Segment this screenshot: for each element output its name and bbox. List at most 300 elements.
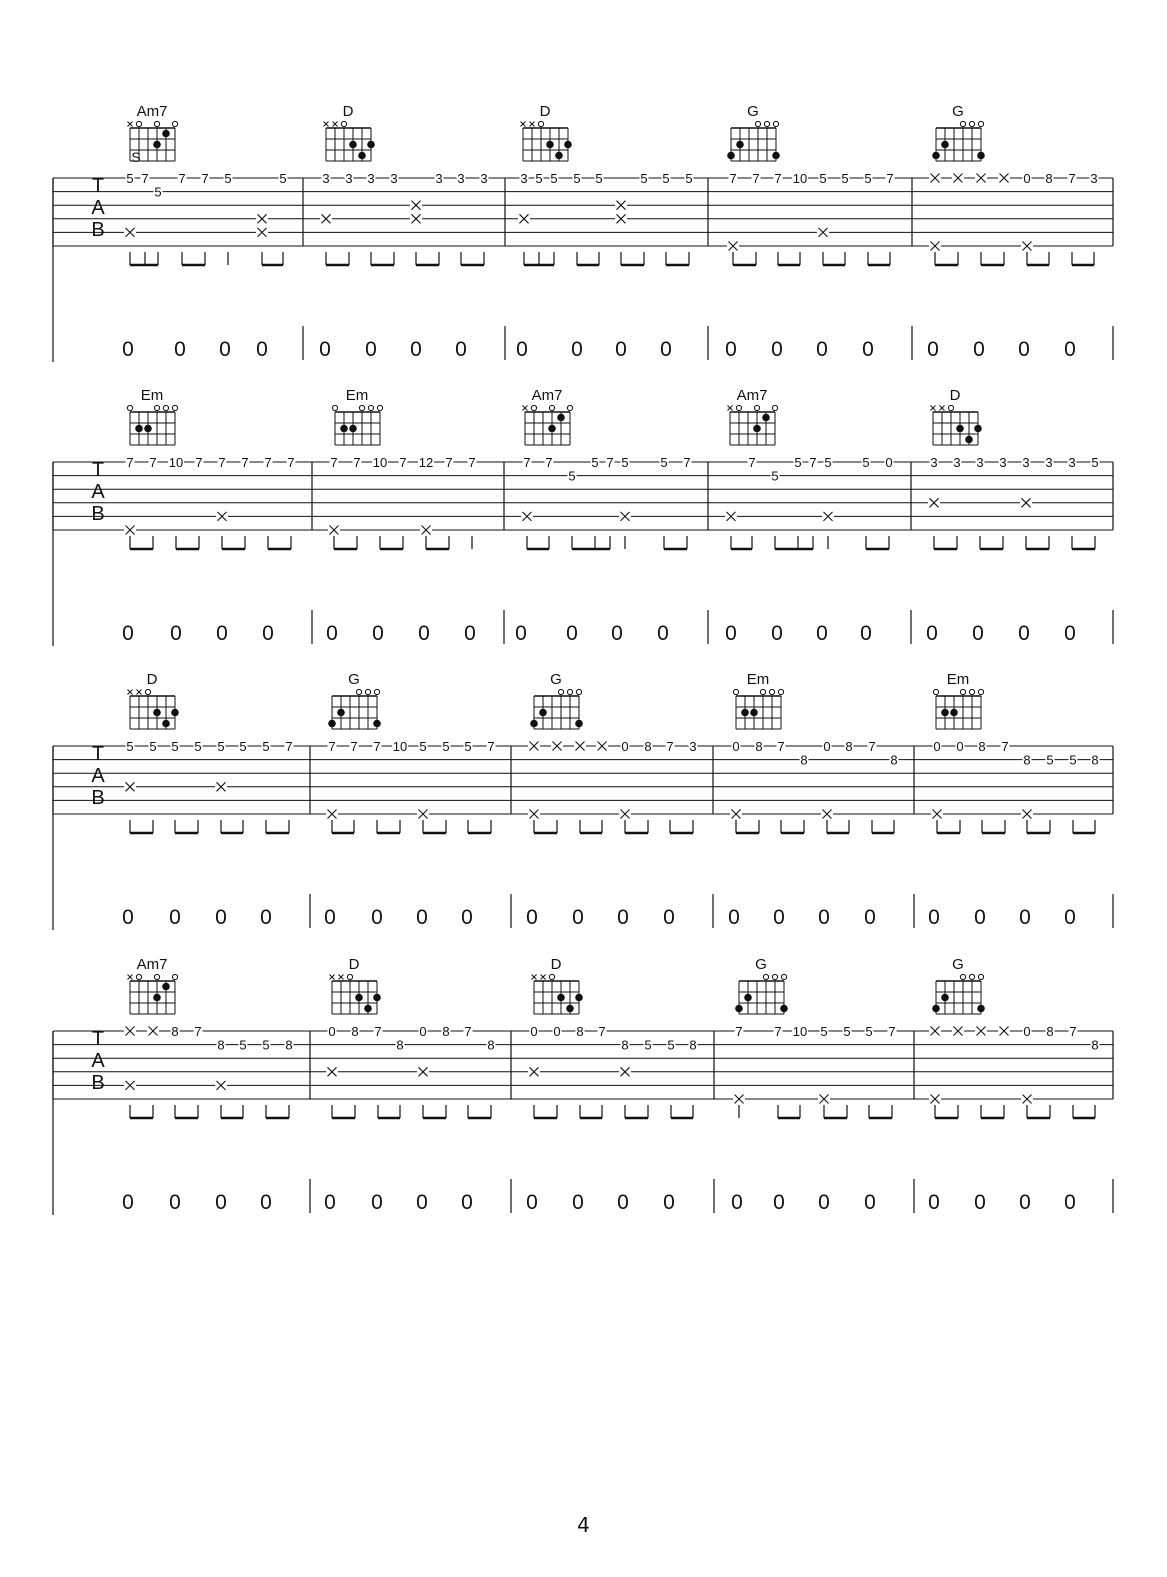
fret-number: 7 — [1001, 739, 1009, 754]
fret-number: 0 — [621, 739, 629, 754]
fret-number: 8 — [217, 1037, 225, 1053]
fret-number: 8 — [689, 1037, 697, 1053]
rhythm-value: 0 — [816, 622, 828, 645]
rhythm-value: 0 — [611, 622, 623, 645]
fret-number: 5 — [568, 468, 576, 484]
chord-name: G — [550, 671, 562, 688]
rhythm-value: 0 — [860, 622, 872, 645]
measure-2 — [320, 103, 489, 225]
fret-number: 5 — [171, 739, 179, 754]
open-string-marker — [978, 974, 983, 979]
open-string-marker — [933, 689, 938, 694]
open-string-marker — [736, 405, 741, 410]
rhythm-value: 0 — [169, 1191, 181, 1214]
muted-string-marker — [931, 406, 936, 411]
fret-number: 5 — [1046, 752, 1054, 768]
fret-number: 5 — [279, 171, 287, 186]
open-string-marker — [763, 974, 768, 979]
fret-number: 7 — [195, 455, 203, 470]
rhythm-value: 0 — [1018, 622, 1030, 645]
fret-number: 7 — [141, 171, 149, 186]
rhythm-value: 0 — [464, 622, 476, 645]
finger-dot — [956, 425, 964, 433]
measure-4 — [725, 387, 894, 522]
fret-number: 10 — [792, 171, 808, 186]
open-string-marker — [781, 974, 786, 979]
rhythm-value: 0 — [371, 906, 383, 929]
rhythm-value: 0 — [928, 1191, 940, 1214]
fret-number: 5 — [239, 1037, 247, 1053]
fret-number: 8 — [1091, 1037, 1099, 1053]
muted-string-marker — [940, 406, 945, 411]
fret-number: 5 — [262, 739, 270, 754]
finger-dot — [965, 436, 973, 444]
rhythm-value: 0 — [725, 338, 737, 361]
open-string-marker — [356, 689, 361, 694]
measure-2 — [326, 956, 496, 1078]
fret-number: 3 — [322, 171, 330, 186]
rhythm-value: 0 — [455, 338, 467, 361]
slide-marker: S — [131, 149, 141, 165]
open-string-marker — [549, 974, 554, 979]
fret-number: 8 — [621, 1037, 629, 1053]
finger-dot — [575, 994, 583, 1002]
muted-string-marker — [128, 975, 133, 980]
fret-number: 7 — [1068, 171, 1076, 186]
fret-number: 7 — [752, 171, 760, 186]
fret-number: 5 — [126, 739, 134, 754]
chord-name: G — [747, 103, 759, 120]
rhythm-value: 0 — [818, 906, 830, 929]
chord-diagram-d — [324, 103, 375, 161]
fret-number: 7 — [735, 1024, 743, 1039]
fret-number: 0 — [732, 739, 740, 754]
fret-number: 10 — [792, 1024, 808, 1039]
fret-number: 7 — [350, 739, 358, 754]
chord-diagram-g — [932, 956, 985, 1014]
fret-number: 7 — [328, 739, 336, 754]
finger-dot — [153, 994, 161, 1002]
finger-dot — [750, 709, 758, 717]
finger-dot — [135, 425, 143, 433]
muted-string-marker — [530, 122, 535, 127]
finger-dot — [555, 152, 563, 160]
open-string-marker — [969, 689, 974, 694]
rhythm-value: 0 — [371, 1191, 383, 1214]
fret-number: 5 — [224, 171, 232, 186]
rhythm-value: 0 — [262, 622, 274, 645]
muted-string-marker — [128, 690, 133, 695]
fret-number: 7 — [126, 455, 134, 470]
chord-diagram-am7 — [128, 956, 178, 1014]
rhythm-row — [122, 326, 1113, 361]
finger-dot — [557, 414, 565, 422]
rhythm-value: 0 — [725, 622, 737, 645]
rhythm-value: 0 — [256, 338, 268, 361]
open-string-marker — [960, 689, 965, 694]
tab-clef-letter: T — [91, 175, 105, 197]
fret-number: 8 — [890, 752, 898, 768]
open-string-marker — [365, 689, 370, 694]
fret-number: 7 — [545, 455, 553, 470]
fret-number: 5 — [149, 739, 157, 754]
finger-dot — [932, 152, 940, 160]
fret-number: 8 — [351, 1024, 359, 1039]
finger-dot — [548, 425, 556, 433]
open-string-marker — [538, 121, 543, 126]
open-string-marker — [368, 405, 373, 410]
finger-dot — [153, 141, 161, 149]
tab-clef-letter: A — [91, 765, 105, 787]
finger-dot — [373, 720, 381, 728]
open-string-marker — [359, 405, 364, 410]
fret-number: 3 — [1022, 455, 1030, 470]
open-string-marker — [332, 405, 337, 410]
fret-number: 7 — [194, 1024, 202, 1039]
muted-string-marker — [523, 406, 528, 411]
fret-number: 8 — [576, 1024, 584, 1039]
chord-diagram-g — [932, 103, 985, 161]
fret-number: 7 — [353, 455, 361, 470]
muted-string-marker — [137, 690, 142, 695]
chord-diagram-d — [330, 956, 381, 1014]
chord-name: Am7 — [136, 103, 168, 120]
rhythm-value: 0 — [572, 906, 584, 929]
muted-string-marker — [333, 122, 338, 127]
open-string-marker — [755, 121, 760, 126]
fret-number: 5 — [194, 739, 202, 754]
measure-3 — [521, 387, 692, 522]
open-string-marker — [136, 974, 141, 979]
open-string-marker — [960, 974, 965, 979]
finger-dot — [355, 994, 363, 1002]
fret-number: 0 — [419, 1024, 427, 1039]
rhythm-value: 0 — [174, 338, 186, 361]
open-string-marker — [772, 405, 777, 410]
rhythm-value: 0 — [122, 906, 134, 929]
chord-diagram-em — [733, 671, 783, 729]
fret-number: 5 — [262, 1037, 270, 1053]
muted-string-marker — [128, 122, 133, 127]
fret-number: 3 — [345, 171, 353, 186]
muted-string-marker — [339, 975, 344, 980]
chord-name: D — [550, 956, 562, 973]
finger-dot — [932, 1005, 940, 1013]
rhythm-value: 0 — [864, 906, 876, 929]
open-string-marker — [558, 689, 563, 694]
open-string-marker — [960, 121, 965, 126]
chord-name: Am7 — [136, 956, 168, 973]
muted-string-marker — [728, 406, 733, 411]
tab-clef-letter: T — [91, 459, 105, 481]
fret-number: 7 — [178, 171, 186, 186]
open-string-marker — [172, 121, 177, 126]
rhythm-value: 0 — [657, 622, 669, 645]
fret-number: 7 — [487, 739, 495, 754]
finger-dot — [977, 152, 985, 160]
rhythm-value: 0 — [526, 906, 538, 929]
chord-diagram-am7 — [523, 387, 573, 445]
rhythm-value: 0 — [1018, 338, 1030, 361]
rhythm-row — [122, 894, 1113, 929]
tab-clef-letter: B — [91, 787, 105, 809]
rhythm-value: 0 — [974, 1191, 986, 1214]
finger-dot — [539, 709, 547, 717]
rhythm-value: 0 — [215, 1191, 227, 1214]
finger-dot — [772, 152, 780, 160]
finger-dot — [373, 994, 381, 1002]
fret-number: 7 — [330, 455, 338, 470]
fret-number: 7 — [748, 455, 756, 470]
rhythm-value: 0 — [365, 338, 377, 361]
fret-number: 8 — [800, 752, 808, 768]
rhythm-value: 0 — [216, 622, 228, 645]
open-string-marker — [374, 689, 379, 694]
fret-number: 7 — [774, 1024, 782, 1039]
fret-number: 3 — [1090, 171, 1098, 186]
rhythm-value: 0 — [260, 1191, 272, 1214]
fret-number: 5 — [573, 171, 581, 186]
finger-dot — [575, 720, 583, 728]
chord-name: D — [949, 387, 961, 404]
rhythm-value: 0 — [122, 338, 134, 361]
fret-number: 5 — [662, 171, 670, 186]
fret-number: 7 — [373, 739, 381, 754]
fret-number: 7 — [598, 1024, 606, 1039]
finger-dot — [340, 425, 348, 433]
chord-diagram-g — [735, 956, 788, 1014]
fret-number: 7 — [666, 739, 674, 754]
open-string-marker — [764, 121, 769, 126]
rhythm-value: 0 — [372, 622, 384, 645]
fret-number: 7 — [264, 455, 272, 470]
fret-number: 7 — [285, 739, 293, 754]
rhythm-value: 0 — [319, 338, 331, 361]
fret-number: 5 — [819, 171, 827, 186]
fret-number: 5 — [660, 455, 668, 470]
fret-number: 8 — [1091, 752, 1099, 768]
fret-number: 0 — [1023, 171, 1031, 186]
rhythm-row — [122, 1179, 1113, 1214]
open-string-marker — [154, 121, 159, 126]
chord-name: Em — [946, 671, 970, 688]
fret-number: 7 — [241, 455, 249, 470]
fret-number: 8 — [487, 1037, 495, 1053]
tab-clef-letter: B — [91, 1072, 105, 1094]
fret-number: 5 — [841, 171, 849, 186]
fret-number: 5 — [640, 171, 648, 186]
finger-dot — [974, 425, 982, 433]
finger-dot — [741, 709, 749, 717]
open-string-marker — [163, 405, 168, 410]
finger-dot — [762, 414, 770, 422]
rhythm-value: 0 — [169, 906, 181, 929]
open-string-marker — [172, 974, 177, 979]
rhythm-value: 0 — [260, 906, 272, 929]
rhythm-value: 0 — [461, 1191, 473, 1214]
fret-number: 3 — [1068, 455, 1076, 470]
tab-system-2 — [53, 387, 1113, 646]
fret-number: 8 — [442, 1024, 450, 1039]
rhythm-value: 0 — [122, 622, 134, 645]
fret-number: 7 — [218, 455, 226, 470]
rhythm-value: 0 — [663, 1191, 675, 1214]
fret-number: 0 — [933, 739, 941, 754]
fret-number: 0 — [530, 1024, 538, 1039]
fret-number: 7 — [149, 455, 157, 470]
rhythm-value: 0 — [324, 906, 336, 929]
rhythm-value: 0 — [773, 906, 785, 929]
open-string-marker — [127, 405, 132, 410]
measure-5 — [928, 387, 1100, 509]
rhythm-value: 0 — [122, 1191, 134, 1214]
fret-number: 8 — [845, 739, 853, 754]
open-string-marker — [778, 689, 783, 694]
fret-number: 3 — [953, 455, 961, 470]
finger-dot — [977, 1005, 985, 1013]
fret-number: 3 — [520, 171, 528, 186]
fret-number: 3 — [689, 739, 697, 754]
finger-dot — [358, 152, 366, 160]
open-string-marker — [531, 405, 536, 410]
finger-dot — [564, 141, 572, 149]
open-string-marker — [769, 689, 774, 694]
chord-name: G — [348, 671, 360, 688]
fret-number: 10 — [372, 455, 388, 470]
open-string-marker — [136, 121, 141, 126]
muted-string-marker — [330, 975, 335, 980]
fret-number: 3 — [976, 455, 984, 470]
measure-1 — [124, 956, 294, 1091]
open-string-marker — [978, 121, 983, 126]
finger-dot — [171, 709, 179, 717]
measure-1 — [124, 103, 288, 238]
rhythm-value: 0 — [818, 1191, 830, 1214]
fret-number: 7 — [888, 1024, 896, 1039]
finger-dot — [744, 994, 752, 1002]
measure-1 — [124, 671, 294, 793]
finger-dot — [727, 152, 735, 160]
rhythm-value: 0 — [663, 906, 675, 929]
finger-dot — [941, 994, 949, 1002]
fret-number: 0 — [823, 739, 831, 754]
chord-diagram-em — [933, 671, 983, 729]
finger-dot — [162, 720, 170, 728]
chord-name: D — [342, 103, 354, 120]
chord-diagram-d — [521, 103, 572, 161]
finger-dot — [153, 709, 161, 717]
open-string-marker — [969, 121, 974, 126]
fret-number: 10 — [392, 739, 408, 754]
fret-number: 12 — [418, 455, 434, 470]
finger-dot — [328, 720, 336, 728]
measure-3 — [518, 103, 694, 225]
open-string-marker — [377, 405, 382, 410]
rhythm-value: 0 — [773, 1191, 785, 1214]
open-string-marker — [549, 405, 554, 410]
tab-system-3 — [53, 671, 1113, 930]
open-string-marker — [576, 689, 581, 694]
fret-number: 7 — [774, 171, 782, 186]
chord-diagram-g — [530, 671, 583, 729]
rhythm-value: 0 — [862, 338, 874, 361]
tab-clef-letter: B — [91, 219, 105, 241]
chord-name: D — [348, 956, 360, 973]
chord-diagram-em — [127, 387, 177, 445]
rhythm-value: 0 — [731, 1191, 743, 1214]
rhythm-value: 0 — [1064, 338, 1076, 361]
fret-number: 8 — [396, 1037, 404, 1053]
fret-number: 5 — [771, 468, 779, 484]
tab-clef-letter: T — [91, 743, 105, 765]
fret-number: 5 — [644, 1037, 652, 1053]
fret-number: 5 — [824, 455, 832, 470]
rhythm-value: 0 — [515, 622, 527, 645]
fret-number: 5 — [464, 739, 472, 754]
finger-dot — [950, 709, 958, 717]
chord-name: G — [952, 956, 964, 973]
chord-diagram-d — [128, 671, 179, 729]
finger-dot — [546, 141, 554, 149]
tab-clef-letter: A — [91, 481, 105, 503]
rhythm-value: 0 — [1064, 622, 1076, 645]
finger-dot — [349, 141, 357, 149]
fret-number: 5 — [217, 739, 225, 754]
tab-clef-letter: T — [91, 1028, 105, 1050]
fret-number: 3 — [367, 171, 375, 186]
finger-dot — [941, 709, 949, 717]
rhythm-value: 0 — [728, 906, 740, 929]
rhythm-value: 0 — [572, 1191, 584, 1214]
finger-dot — [566, 1005, 574, 1013]
fret-number: 7 — [523, 455, 531, 470]
fret-number: 7 — [606, 455, 614, 470]
rhythm-value: 0 — [927, 338, 939, 361]
fret-number: 8 — [1046, 1024, 1054, 1039]
tab-system-4 — [53, 956, 1113, 1215]
finger-dot — [753, 425, 761, 433]
rhythm-value: 0 — [461, 906, 473, 929]
chord-name: G — [952, 103, 964, 120]
fret-number: 7 — [399, 455, 407, 470]
rhythm-value: 0 — [816, 338, 828, 361]
tab-system-1 — [53, 103, 1113, 362]
rhythm-value: 0 — [215, 906, 227, 929]
fret-number: 5 — [667, 1037, 675, 1053]
fret-number: 3 — [480, 171, 488, 186]
rhythm-value: 0 — [219, 338, 231, 361]
chord-diagram-g — [727, 103, 780, 161]
open-string-marker — [145, 689, 150, 694]
chord-diagram-am7 — [728, 387, 778, 445]
chord-diagram-d — [532, 956, 583, 1014]
fret-number: 7 — [868, 739, 876, 754]
rhythm-value: 0 — [170, 622, 182, 645]
fret-number: 5 — [621, 455, 629, 470]
fret-number: 3 — [390, 171, 398, 186]
finger-dot — [557, 994, 565, 1002]
open-string-marker — [754, 405, 759, 410]
finger-dot — [364, 1005, 372, 1013]
finger-dot — [337, 709, 345, 717]
finger-dot — [162, 130, 170, 138]
fret-number: 5 — [1091, 455, 1099, 470]
rhythm-value: 0 — [324, 1191, 336, 1214]
fret-number: 7 — [201, 171, 209, 186]
muted-string-marker — [532, 975, 537, 980]
fret-number: 7 — [683, 455, 691, 470]
open-string-marker — [773, 121, 778, 126]
